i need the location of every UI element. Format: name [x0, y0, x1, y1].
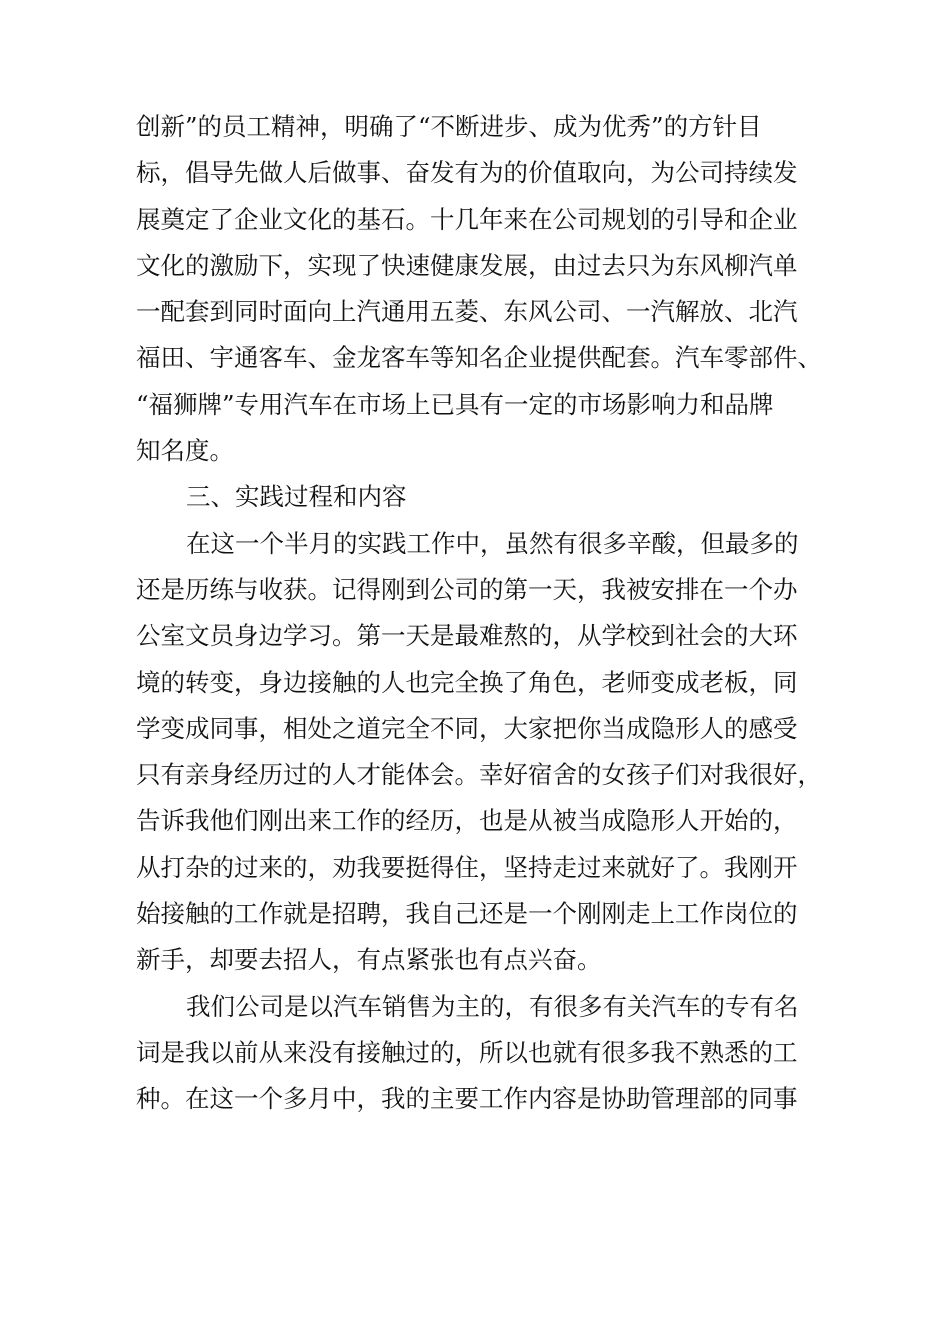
- text-line: “福狮牌”专用汽车在市场上已具有一定的市场影响力和品牌: [136, 389, 774, 419]
- text-line: 从打杂的过来的，劝我要挺得住，坚持走过来就好了。我刚开: [136, 852, 798, 882]
- text-line: 新手，却要去招人，有点紧张也有点兴奋。: [136, 945, 602, 975]
- text-line: 种。在这一个多月中，我的主要工作内容是协助管理部的同事: [136, 1084, 798, 1114]
- text-line: 始接触的工作就是招聘，我自己还是一个刚刚走上工作岗位的: [136, 899, 798, 929]
- document-body: [136, 104, 836, 1123]
- text-line: 还是历练与收获。记得刚到公司的第一天，我被安排在一个办: [136, 574, 798, 604]
- text-line: 创新”的员工精神，明确了“不断进步、成为优秀”的方针目: [136, 112, 762, 141]
- text-line: 公室文员身边学习。第一天是最难熬的，从学校到社会的大环: [136, 621, 798, 651]
- text-line: 只有亲身经历过的人才能体会。幸好宿舍的女孩子们对我很好，: [136, 760, 822, 790]
- paragraph-start-line: 我们公司是以汽车销售为主的，有很多有关汽车的专有名: [186, 991, 799, 1021]
- text-line: 一配套到同时面向上汽通用五菱、东风公司、一汽解放、北汽: [136, 297, 798, 327]
- text-line: 标，倡导先做人后做事、奋发有为的价值取向，为公司持续发: [136, 158, 798, 188]
- text-line: 文化的激励下，实现了快速健康发展，由过去只为东风柳汽单: [136, 250, 798, 280]
- text-line: 告诉我他们刚出来工作的经历，也是从被当成隐形人开始的，: [136, 806, 798, 836]
- text-line: 词是我以前从来没有接触过的，所以也就有很多我不熟悉的工: [136, 1037, 798, 1067]
- text-line: 福田、宇通客车、金龙客车等知名企业提供配套。汽车零部件、: [136, 343, 822, 373]
- section-heading: 三、实践过程和内容: [186, 482, 407, 512]
- paragraph-start-line: 在这一个半月的实践工作中，虽然有很多辛酸，但最多的: [186, 528, 799, 558]
- text-line: 知名度。: [136, 436, 234, 466]
- text-line: 境的转变，身边接触的人也完全换了角色，老师变成老板，同: [136, 667, 798, 697]
- text-line: 展奠定了企业文化的基石。十几年来在公司规划的引导和企业: [136, 204, 798, 234]
- text-line: 学变成同事，相处之道完全不同，大家把你当成隐形人的感受: [136, 713, 798, 743]
